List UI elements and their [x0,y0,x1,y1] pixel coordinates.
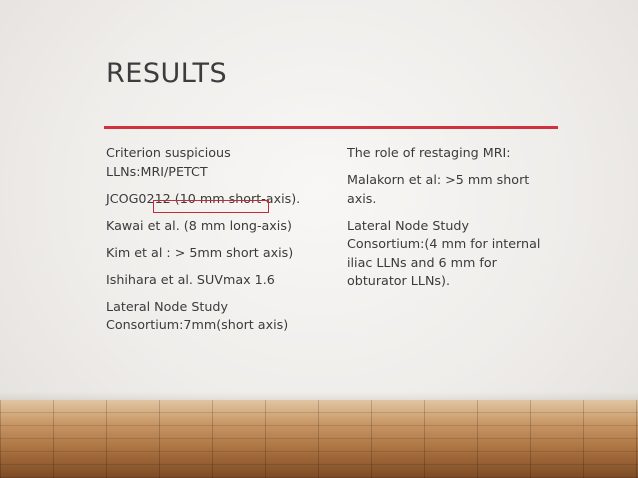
right-item: The role of restaging MRI: [347,145,511,160]
left-item: JCOG0212 (10 mm short-axis). [106,190,301,206]
highlight-annotation-box [153,200,269,213]
left-item: Lateral Node Study Consortium:7mm(short axis) [106,298,289,332]
wooden-floor [0,400,638,478]
right-column [347,144,547,299]
title-divider [104,126,558,129]
left-item: Ishihara et al. SUVmax 1.6 [106,271,275,287]
right-item: Malakorn et al: >5 mm short axis. [347,172,530,206]
left-item: Kawai et al. (8 mm long-axis) [106,217,292,233]
right-item: Lateral Node Study Consortium:(4 mm for internal iliac LLNs and 6 mm for obturator LLNs). [347,217,541,288]
left-item: Kim et al : > 5mm short axis) [106,244,294,260]
left-column [106,144,316,343]
left-item: Criterion suspicious LLNs:MRI/PETCT [106,145,231,179]
slide-title: RESULTS [106,58,228,89]
